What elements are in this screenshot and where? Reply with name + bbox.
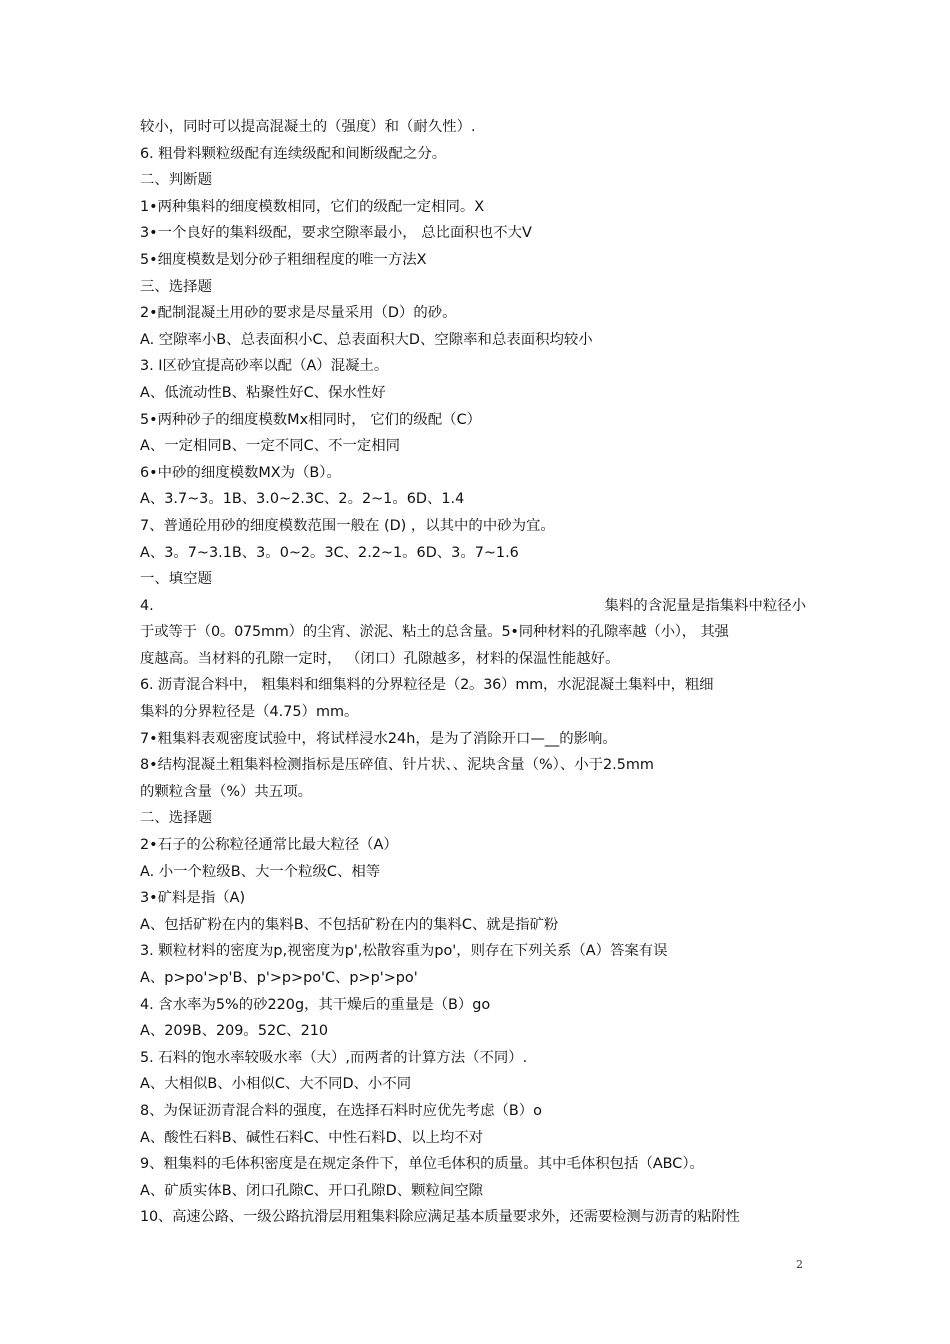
section-heading: 二、选择题 (140, 810, 212, 827)
text-line: A、一定相同B、一定不同C、不一定相同 (140, 438, 401, 455)
text-line: 6•中砂的细度模数MX为（B）。 (140, 464, 341, 481)
text-line: 3. 颗粒材料的密度为p,视密度为p',松散容重为po'，则存在下列关系（A）答案有误 (140, 943, 668, 960)
text-line: 4. 含水率为5%的砂220g，其干燥后的重量是（B）go (140, 996, 491, 1013)
text-line: 度越高。当材料的孔隙一定时， （闭口）孔隙越多，材料的保温性能越好。 (140, 650, 620, 667)
split-line-left: 4. (140, 597, 154, 614)
text-line: A、酸性石料B、碱性石料C、中性石料D、以上均不对 (140, 1129, 484, 1146)
text-line: 6. 粗骨料颗粒级配有连续级配和间断级配之分。 (140, 145, 447, 162)
page-number: 2 (796, 1258, 803, 1271)
text-line: 8、为保证沥青混合料的强度，在选择石料时应优先考虑（B）o (140, 1102, 542, 1119)
text-line: A、209B、209。52C、210 (140, 1023, 329, 1040)
text-line: 5. 石料的饱水率较吸水率（大）,而两者的计算方法（不同）. (140, 1049, 528, 1066)
split-text-line (140, 593, 812, 620)
text-line: 7、普通砼用砂的细度模数范围一般在 (D) ，以其中的中砂为宜。 (140, 517, 555, 534)
text-line: 1•两种集料的细度模数相同，它们的级配一定相同。X (140, 198, 485, 215)
text-line: A、低流动性B、粘聚性好C、保水性好 (140, 384, 386, 401)
text-line: 5•两种砂子的细度模数Mx相同时， 它们的级配（C） (140, 411, 482, 428)
text-line: 7•粗集料表观密度试验中，将试样浸水24h，是为了消除开口—__的影响。 (140, 730, 617, 747)
text-line: A、p>po'>p'B、p'>p>po'C、p>p'>po' (140, 970, 418, 986)
text-line: 3. I区砂宜提高砂率以配（A）混凝土。 (140, 358, 389, 375)
section-heading: 三、选择题 (140, 278, 212, 295)
split-line-right: 集料的含泥量是指集料中粒径小 (604, 597, 806, 614)
section-heading: 二、判断题 (140, 172, 212, 189)
text-line: 6. 沥青混合料中， 粗集料和细集料的分界粒径是（2。36）mm，水泥混凝土集料中，粗细 (140, 677, 714, 694)
text-line: 5•细度模数是划分砂子粗细程度的唯一方法X (140, 251, 427, 268)
text-line: A. 空隙率小B、总表面积小C、总表面积大D、空隙率和总表面积均较小 (140, 331, 593, 348)
text-line: 9、粗集料的毛体积密度是在规定条件下，单位毛体积的质量。其中毛体积包括（ABC）。 (140, 1156, 704, 1173)
text-line: A、3。7~3.1B、3。0~2。3C、2.2~1。6D、3。7~1.6 (140, 544, 519, 561)
text-line: 集料的分界粒径是（4.75）mm。 (140, 704, 359, 721)
text-line: 较小，同时可以提高混凝土的（强度）和（耐久性）. (140, 119, 476, 135)
text-line: A、大相似B、小相似C、大不同D、小不同 (140, 1076, 412, 1093)
text-line: 3•矿料是指（A) (140, 890, 246, 907)
text-line: 3•一个良好的集料级配，要求空隙率最小， 总比面积也不大V (140, 225, 532, 242)
text-line: 2•石子的公称粒径通常比最大粒径（A） (140, 837, 398, 854)
section-heading: 一、填空题 (140, 571, 212, 588)
text-line: 8•结构混凝土粗集料检测指标是压碎值、针片状、、泥块含量（%）、小于2.5mm (140, 757, 654, 774)
text-line: 于或等于（0。075mm）的尘宵、淤泥、粘土的总含量。5•同种材料的孔隙率越（小）， 其强 (140, 624, 729, 641)
text-line: 的颗粒含量（%）共五项。 (140, 783, 312, 800)
text-line: A、矿质实体B、闭口孔隙C、开口孔隙D、颗粒间空隙 (140, 1182, 484, 1199)
text-line: A. 小一个粒级B、大一个粒级C、相等 (140, 863, 381, 880)
text-line: 2•配制混凝土用砂的要求是尽量采用（D）的砂。 (140, 305, 457, 322)
text-line: A、包括矿粉在内的集料B、不包括矿粉在内的集料C、就是指矿粉 (140, 916, 559, 933)
document-body (140, 114, 812, 1231)
text-line: A、3.7~3。1B、3.0~2.3C、2。2~1。6D、1.4 (140, 491, 465, 508)
text-line: 10、高速公路、一级公路抗滑层用粗集料除应满足基本质量要求外，还需要检测与沥青的粘附性 (140, 1209, 740, 1226)
